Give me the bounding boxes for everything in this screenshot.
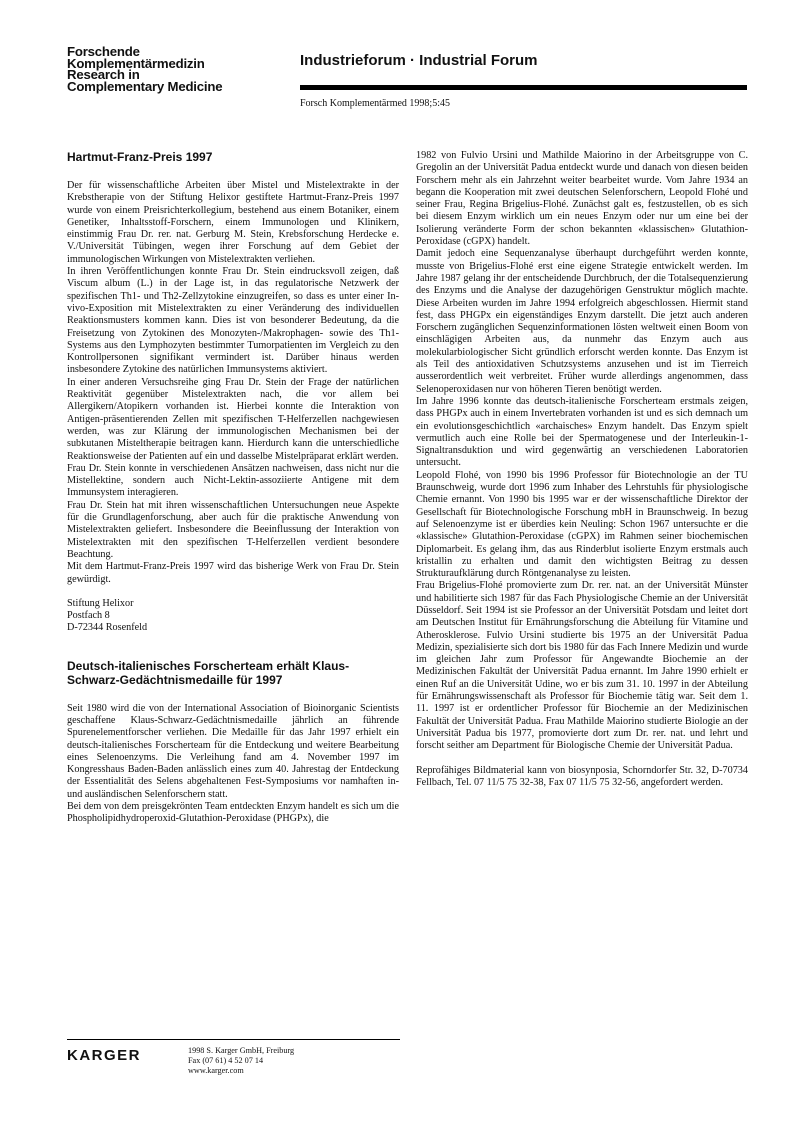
publisher-info (188, 1046, 294, 1076)
paragraph: Frau Dr. Stein hat mit ihren wissenschaftlichen Untersuchungen neue Aspekte für die Grundlagenforschung, aber auch für die praktische Anwendung von Mistelextrakten geliefert. Insbesondere die Beeinflussung der Interaktion von Mistelextrakten mit den spezifischen T-Helferzellen verdient besondere Beachtung. (67, 499, 399, 560)
publisher-info-line: Fax (07 61) 4 52 07 14 (188, 1056, 264, 1065)
journal-title-line: Complementary Medicine (67, 78, 223, 94)
address-block (67, 598, 399, 635)
journal-title-line: Forschende (67, 44, 140, 59)
paragraph: Damit jedoch eine Sequenzanalyse überhaupt durchgeführt werden konnte, musste von Brigelius-Flohé erst eine eigene Strategie entwickelt werden. Im Jahre 1987 gelang ihr der entscheidende Durchbruch, der die Totalsequenzierung des Enzyms und die Analyse der dazugehörigen Genstruktur möglich machte. Diese Arbeiten wurden im Jahre 1994 erfolgreich abgeschlossen. Hiermit stand fest, dass PHGPx ein eigenständiges Enzym darstellt. Die jetzt auch anderen Forschern zugänglichen Sequenzinformationen lösten weltweit einen Boom von einschlägigen Arbeiten aus, da nunmehr das Enzym auch aus molekularbiologischer Sicht gründlich erforscht werden konnte. Das Enzym ist als Teil des antioxidativen Schutzsystems anzusehen und ist im Tierreich ausserordentlich weit verbreitet. Früher wurde allerdings angenommen, dass Selenoperoxidasen nur von höheren Tieren benötigt werden. (416, 248, 748, 395)
address-line: Stiftung Helixor (67, 597, 134, 609)
footer-rule (67, 1039, 400, 1040)
karger-logo: KARGER (67, 1047, 142, 1064)
paragraph: Seit 1980 wird die von der International Association of Bioinorganic Scientists geschaffene Klaus-Schwarz-Gedächtnismedaille jährlich an führende Spurenelementforscher verliehen. Die Medaille für das Jahr 1997 erhielt ein deutsch-italienisches Forscherteam für die Entdeckung und weitere Bearbeitung eines Selenoenzyms. Die Verleihung fand am 4. November 1997 im Kongresshaus Baden-Baden anlässlich eines zum 40. Jahrestag der Entdeckung der Essentialität des Selens abgehaltenen Fest-Symposiums vor namhaften in- und ausländischen Selenforschern statt. (67, 702, 399, 800)
paragraph: In einer anderen Versuchsreihe ging Frau Dr. Stein der Frage der natürlichen Reaktivität gegenüber Mistelextrakten nach, die vor allem bei Allergikern/Atopikern vorhanden ist. Hierbei konnte die Interaktion von Antigen-präsentierenden Zellen mit spezifischen T-Helferzellen nachgewiesen werden, was zur Klärung der immunologischen Mechanismen bei der subkutanen Misteltherapie beitragen kann. Hierdurch kann die unterschiedliche Reaktionsweise der Patienten auf ein und dasselbe Mistelpräparat erklärt werden. (67, 376, 399, 462)
journal-title-line: Research in (67, 67, 140, 83)
paragraph: Frau Dr. Stein konnte in verschiedenen Ansätzen nachweisen, dass nicht nur die Mistellektine, sondern auch Nicht-Lektin-assoziierte Antigene mit dem Immunsystem interagieren. (67, 462, 399, 499)
paragraph: Leopold Flohé, von 1990 bis 1996 Professor für Biotechnologie an der TU Braunschweig, wurde dort 1996 zum Inhaber des Lehrstuhls für physiologische Chemie ernannt. Von 1990 bis 1995 war er der wissenschaftliche Direktor der Gesellschaft für Biotechnologische Forschung mbH in Braunschweig. In bezug auf Selenoenzyme ist er überdies kein Neuling: Schon 1967 untersuchte er die «klassische» Glutathion-Peroxidase (cGPX) im Rahmen seiner biochemischen Diplomarbeit. Es gelang ihm, das aus Rinderblut isolierte Enzym erstmals auch kristallin zu erhalten und damit den wichtigsten Beitrag zu dessen Strukturaufklärung durch Röntgenanalyse zu leisten. (416, 469, 748, 580)
publisher-info-line: www.karger.com (188, 1066, 244, 1075)
header-rule (300, 85, 747, 90)
spacer (67, 586, 399, 598)
paragraph: In ihren Veröffentlichungen konnte Frau Dr. Stein eindrucksvoll zeigen, daß Viscum album (L.) in der Lage ist, in das regulatorische Netzwerk der spezifischen Th1- und Th2-Zellzytokine einzugreifen, so dass es unter einer In-vivo-Exposition mit Mistelextrakten zu einer Veränderung des individuellen Reaktionsmusters kommen kann. Dies ist von besonderer Bedeutung, da die Freisetzung von Zytokinen des Monozyten-/Makrophagen- sowie des Th1-Systems aus den Lymphozyten bestimmter Tumorpatienten im Vergleich zu den Kontrollpersonen signifikant vermindert ist. Darüber hinaus werden insbesondere Zytokine des natürlichen Immunsystems aktiviert. (67, 266, 399, 376)
paragraph: Der für wissenschaftliche Arbeiten über Mistel und Mistelextrakte in der Krebstherapie von der Stiftung Helixor gestiftete Hartmut-Franz-Preis 1997 wurde von einem Preisrichterkollegium, bestehend aus einem Botaniker, einem Genetiker, Inhaltsstoff-Forschern, einem Immunologen und Klinikern, einstimmig Frau Dr. rer. nat. Gerburg M. Stein, Krebsforschung Herdecke e. V./Universität Tübingen, wegen ihrer Forschung auf dem Gebiet der immunologischen Wirkungen von Mistelextrakten verliehen. (67, 180, 399, 265)
publisher-info-line: 1998 S. Karger GmbH, Freiburg (188, 1046, 295, 1055)
journal-title (67, 46, 267, 92)
section-title: Industrieforum · Industrial Forum (300, 52, 538, 69)
article-heading: Deutsch-italienisches Forscherteam erhält Klaus-Schwarz-Gedächtnismedaille für 1997 (67, 658, 350, 687)
paragraph: Bei dem von dem preisgekrönten Team entdeckten Enzym handelt es sich um die Phospholipidhydroperoxid-Glutathion-Peroxidase (PHGPx), die (67, 801, 399, 825)
address-line: D-72344 Rosenfeld (67, 622, 148, 634)
address-line: Postfach 8 (67, 610, 110, 622)
left-column (67, 150, 399, 826)
paragraph: 1982 von Fulvio Ursini und Mathilde Maiorino in der Arbeitsgruppe von C. Gregolin an der Universität Padua entdeckt wurde und danach von diesen beiden Forschern mehr als ein Jahrzehnt weiter bearbeitet wurde. Vom Jahre 1934 an begann die Kooperation mit zwei deutschen Selenforschern, Leopold Flohé und seiner Frau, Regina Brigelius-Flohé. Zunächst galt es, festzustellen, ob es sich bei diesem Enzym wirklich um ein neues Enzym oder nur um eine bei der Isolierung veränderte Form der schon bekannten «klassischen» Glutathion-Peroxidase (cGPX) handelt. (416, 150, 748, 248)
article-heading: Hartmut-Franz-Preis 1997 (67, 150, 213, 164)
right-column (416, 150, 748, 789)
image-material-note: Reprofähiges Bildmaterial kann von biosynposia, Schorndorfer Str. 32, D-70734 Fellbach, Tel. 07 11/5 75 32-38, Fax 07 11/5 75 32-56, angefordert werden. (416, 764, 748, 788)
citation: Forsch Komplementärmed 1998;5:45 (300, 98, 450, 109)
paragraph: Im Jahre 1996 konnte das deutsch-italienische Forscherteam erstmals zeigen, dass PHGPx auch in einem Invertebraten vorhanden ist und es sich demnach um ein evolutionsgeschichtlich «archaisches» Enzym handelt. Das Enzym spielt vermutlich auch eine Rolle bei der Spermatogenese und der Interleukin-1-Signaltransduktion und wird gegenwärtig an verschiedenen Laboratorien untersucht. (416, 395, 748, 469)
paragraph: Mit dem Hartmut-Franz-Preis 1997 wird das bisherige Werk von Frau Dr. Stein gewürdigt. (67, 561, 399, 585)
spacer (416, 753, 748, 765)
journal-title-line: Komplementärmedizin (67, 55, 205, 71)
spacer (67, 635, 399, 659)
paragraph: Frau Brigelius-Flohé promovierte zum Dr. rer. nat. an der Universität Münster und habilitierte sich 1987 für das Fach Physiologische Chemie an der Universität Düsseldorf. Seit 1994 ist sie Professor an der Universität Potsdam und leitet dort am Deutschen Institut für Ernährungsforschung die Abteilung für Vitamine und Atherosklerose. Fulvio Ursini studierte bis 1975 an der Universität Padua Medizin, spezialisierte sich dort bis 1980 für das Fach Innere Medizin und wurde im gleichen Jahr zum Professor für Angewandte Biochemie an der Medizinischen Fakultät der Universität Padua ernannt. Im Jahre 1990 erhielt er einen Ruf an die Universität Udine, wo er bis zum 31. 10. 1997 in der Abteilung für Ernährungswissenschaft als Professor für Biochemie tätig war. Seit dem 1. 11. 1997 ist er ordentlicher Professor für Biochemie an der Medizinischen Fakultät der Universität Padua. Frau Mathilde Maiorino studierte Biologie an der Universität Padua bis 1977, promovierte dort zum Dr. rer. nat. und lehrt und forscht seither am Department für Biologische Chemie der Universität Padua. (416, 580, 748, 752)
